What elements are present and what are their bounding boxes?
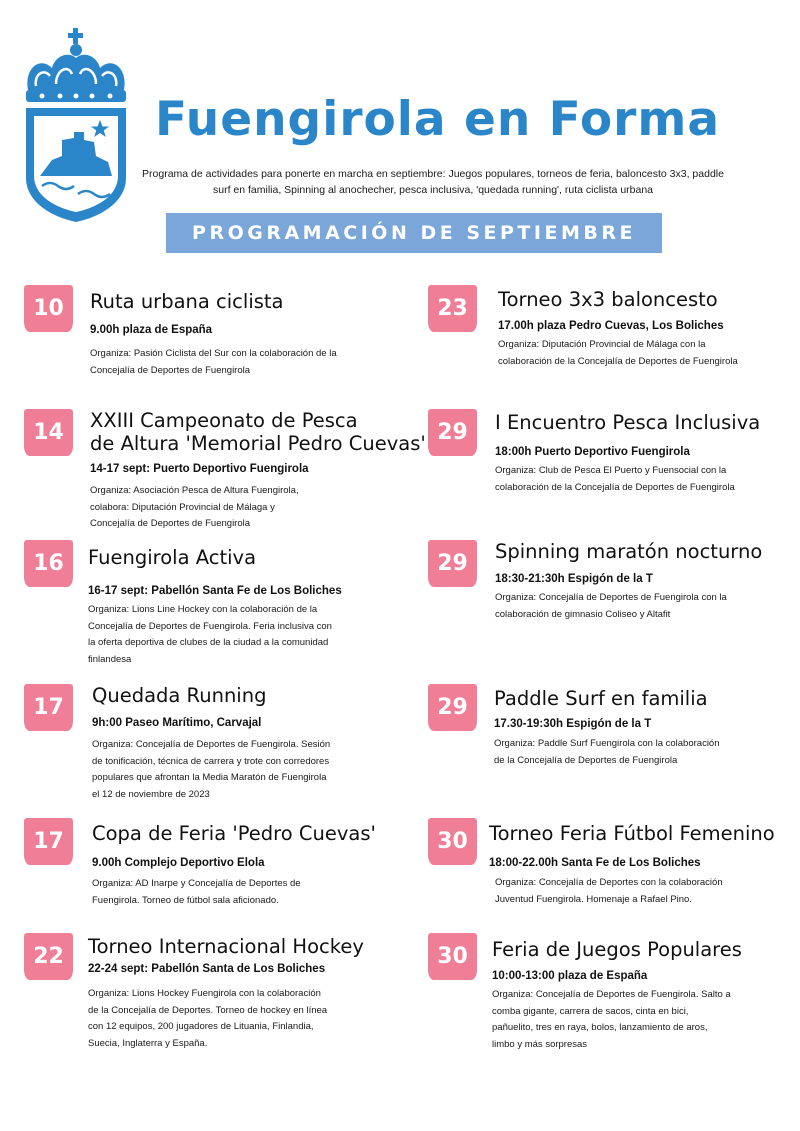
date-badge: 10 <box>24 285 73 332</box>
date-badge: 30 <box>428 933 477 980</box>
date-badge: 29 <box>428 540 477 587</box>
date-badge: 16 <box>24 540 73 587</box>
event-title: Feria de Juegos Populares <box>492 938 742 961</box>
date-badge: 29 <box>428 409 477 456</box>
event-when: 9.00h plaza de España <box>90 324 213 336</box>
event-description: Organiza: Concejalía de Deportes con la colaboración Juventud Fuengirola. Homenaje a Rafael Pino. <box>495 877 723 905</box>
event-title: Torneo 3x3 baloncesto <box>498 288 718 311</box>
page-title: Fuengirola en Forma <box>155 92 721 147</box>
event-title-line2: de Altura 'Memorial Pedro Cuevas' <box>90 432 426 455</box>
event-description: Organiza: Asociación Pesca de Altura Fuengirola, colabora: Diputación Provincial de Málaga y Concejalía de Deportes de Fuengirola <box>90 485 299 529</box>
event-when: 18:00-22.00h Santa Fe de Los Boliches <box>489 857 701 869</box>
event-when: 14-17 sept: Puerto Deportivo Fuengirola <box>90 463 309 475</box>
event-title: Ruta urbana ciclista <box>90 290 284 313</box>
event-title-line1: XXIII Campeonato de Pesca <box>90 409 358 432</box>
event-when: 9.00h Complejo Deportivo Elola <box>92 857 265 869</box>
date-badge: 23 <box>428 285 477 332</box>
event-description: Organiza: Concejalía de Deportes de Fuengirola. Sesión de tonificación, técnica de carrera y trote con corredores populares que afrontan la Media Maratón de Fuengirola el 12 de noviembre de 2023 <box>92 739 331 800</box>
event-description: Organiza: Pasión Ciclista del Sur con la colaboración de la Concejalía de Deportes de Fuengirola <box>90 348 337 376</box>
event-title: Torneo Feria Fútbol Femenino <box>489 822 775 845</box>
date-badge: 29 <box>428 684 477 731</box>
event-description: Organiza: Concejalía de Deportes de Fuengirola. Salto a comba gigante, carrera de sacos, cinta en bici, pañuelito, tres en raya, bolos, lanzamiento de aros, limbo y más sorpresas <box>492 989 731 1050</box>
event-description: Organiza: Diputación Provincial de Málaga con la colaboración de la Concejalía de Deportes de Fuengirola <box>498 339 738 367</box>
event-when: 18:30-21:30h Espigón de la T <box>495 573 653 585</box>
event-title: Quedada Running <box>92 684 267 707</box>
date-badge: 22 <box>24 933 73 980</box>
date-badge: 17 <box>24 684 73 731</box>
event-when: 10:00-13:00 plaza de España <box>492 970 648 982</box>
event-description: Organiza: Club de Pesca El Puerto y Fuensocial con la colaboración de la Concejalía de Deportes de Fuengirola <box>495 465 735 493</box>
page-subtitle: Programa de actividades para ponerte en marcha en septiembre: Juegos populares, torneos de feria, baloncesto 3x3, paddle surf en familia, Spinning al anochecher, pesca inclusiva, 'quedada running', ruta ciclista urbana <box>142 168 724 196</box>
event-title: Fuengirola Activa <box>88 546 257 569</box>
event-when: 17.00h plaza Pedro Cuevas, Los Boliches <box>498 320 724 332</box>
date-badge: 17 <box>24 818 73 865</box>
date-badge: 30 <box>428 818 477 865</box>
section-banner: PROGRAMACIÓN DE SEPTIEMBRE <box>166 213 662 253</box>
event-when: 18:00h Puerto Deportivo Fuengirola <box>495 446 690 458</box>
event-title: Spinning maratón nocturno <box>495 540 763 563</box>
event-description: Organiza: AD Inarpe y Concejalía de Deportes de Fuengirola. Torneo de fútbol sala aficionado. <box>92 878 301 906</box>
event-description: Organiza: Concejalía de Deportes de Fuengirola con la colaboración de gimnasio Coliseo y Altafit <box>495 592 727 620</box>
event-description: Organiza: Paddle Surf Fuengirola con la colaboración de la Concejalía de Deportes de Fuengirola <box>494 738 720 766</box>
fuengirola-coat-of-arms-icon <box>22 28 130 223</box>
date-badge: 14 <box>24 409 73 456</box>
event-when: 16-17 sept: Pabellón Santa Fe de Los Boliches <box>88 585 342 597</box>
event-description: Organiza: Lions Hockey Fuengirola con la colaboración de la Concejalía de Deportes. Torneo de hockey en línea con 12 equipos, 200 jugadores de Lituania, Finlandia, Suecia, Inglaterra y España. <box>88 988 328 1049</box>
event-description: Organiza: Lions Line Hockey con la colaboración de la Concejalía de Deportes de Fuengirola. Feria inclusiva con la oferta deportiva de clubes de la ciudad a la comunidad finlandesa <box>88 604 332 665</box>
event-title: Torneo Internacional Hockey <box>88 935 364 958</box>
event-when: 22-24 sept: Pabellón Santa de Los Boliches <box>88 963 326 975</box>
event-when: 9h:00 Paseo Marítimo, Carvajal <box>92 717 262 729</box>
event-when: 17.30-19:30h Espigón de la T <box>494 718 652 730</box>
event-title: I Encuentro Pesca Inclusiva <box>495 411 761 434</box>
event-title: Copa de Feria 'Pedro Cuevas' <box>92 822 376 845</box>
event-title: Paddle Surf en familia <box>494 687 708 710</box>
